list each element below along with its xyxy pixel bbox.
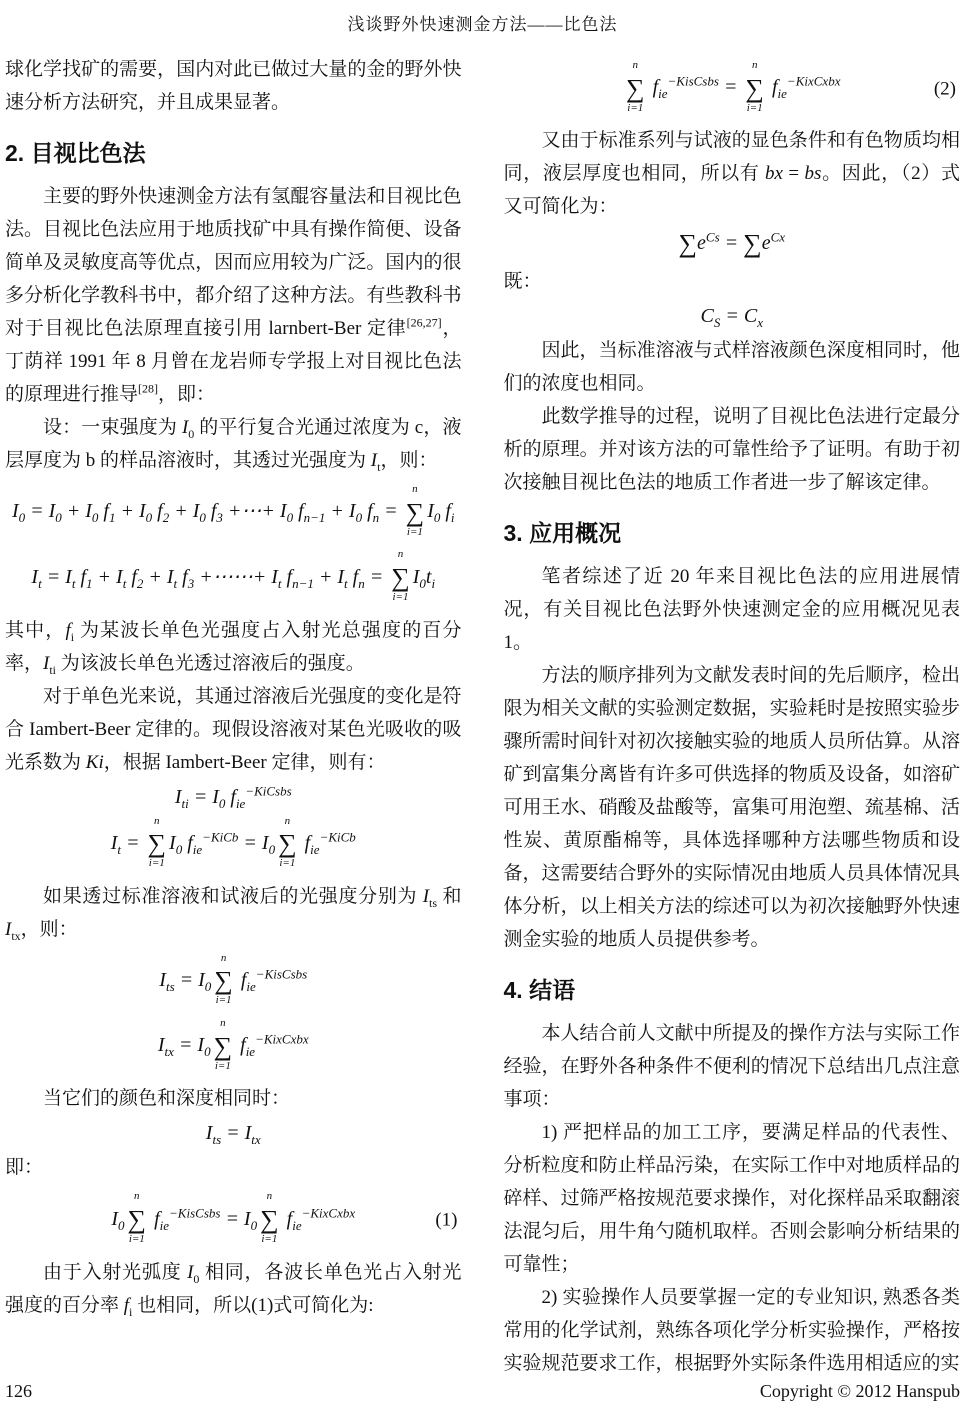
sum-symbol: n ∑ i=1 [391,548,410,603]
sum-symbol: ∑ [626,73,645,103]
paragraph: 设：一束强度为 $I_0$ 的平行复合光通过浓度为 c，液层厚度为 b 的样品溶液时，其透过光强度为 $I_t$，则： [5,417,462,474]
sum-symbol: ∑ [260,1205,279,1235]
sum-symbol: n ∑ i=1 [213,1017,233,1072]
formula-math: $C_S = C_x$ [700,305,763,331]
sum-symbol: ∑ [213,1031,233,1061]
paragraph: 当它们的颜色和深度相同时： [43,1088,291,1110]
paragraph: 既： [503,271,542,293]
paragraph: 球化学找矿的需要，国内对此已做过大量的金的野外快速分析方法研究，并且成果显著。 [5,59,462,113]
sum-symbol: ∑ [278,829,297,859]
page-footer [5,1381,960,1402]
sum-symbol: n ∑ i=1 [147,814,167,870]
paragraph: 其中，$f_i$ 为某波长单色光强度占入射光总强度的百分率，$I_{ti}$ 为该波长单色光透过溶液后的强度。 [5,619,462,677]
formula-math: $I_0$ n ∑ i=1 $f_{ie}^{-KisCsbs} = I_0$ n ∑ i=1 $f_{ie}^{-KixCxbx}$ [111,1190,356,1246]
sum-symbol: ∑ [391,562,410,592]
formula [5,1190,462,1249]
left-column [5,53,462,1380]
formula [5,782,462,811]
formula [504,304,961,331]
sum-symbol: n ∑ i=1 [260,1190,279,1246]
paragraph: 笔者综述了近 20 年来目视比色法的应用进展情况，有关目视比色法野外快速测定金的应用概况见表 1。 [503,566,960,654]
formula [504,229,961,259]
formula [504,59,961,118]
sum-symbol: n ∑ i=1 [278,814,297,870]
sum-symbol: n ∑ i=1 [626,59,645,114]
formula-math: $I_{ti} = I_0$ $f_{ie}^{-KiCsbs}$ [174,782,292,811]
equation-number: (1) [435,1209,458,1231]
formula-math: $I_0 = I_0 + I_0$ $f_1 + I_0$ $f_2 + I_0$ $f_3$ +⋯+ $I_0$ $f_{n-1} + I_0$ $f_n$ = n ∑ i=1 $I_0$ $f_i$ [11,483,455,538]
paragraph: 方法的顺序排列为文献发表时间的先后顺序，检出限为相关文献的实验测定数据，实验耗时是按照实验步骤所需时间针对初次接触实验的地质人员所估算。从溶矿到富集分离皆有许多可供选择的物质及设备，如溶矿可用王水、硝酸及盐酸等，富集可用泡塑、巯基棉、活性炭、黄原酯棉等，具体选择哪种方法哪些物质和设备，这需要结合野外的实际情况由地质人员具体情况具体分析，以上相关方法的综述可以为初次接触野外快速测金实验的地质人员提供参考。 [503,665,960,951]
sum-symbol: n ∑ i=1 [745,59,764,114]
formula-math: $I_{ts} = I_{tx}$ [205,1122,261,1148]
formula [5,952,462,1011]
equation-number: (2) [933,78,956,100]
formula [5,548,462,607]
sum-symbol: n ∑ i=1 [127,1190,147,1246]
paragraph: 对于单色光来说，其通过溶液后光强度的变化是符合 Iambert-Beer 定律的。现假设溶液对某色光吸收的吸光系数为 Ki，根据 Iambert-Beer 定律，则有： [5,685,462,773]
sum-symbol: n ∑ i=1 [405,483,425,538]
paragraph: 又由于标准系列与试液的显色条件和有色物质均相同，液层厚度也相同，所以有 bx = bs。因此，（2）式又可简化为： [503,130,960,218]
formula-math: n ∑ i=1 $f_{ie}^{-KisCsbs}$ = n ∑ i=1 $f_{ie}^{-KixCxbx}$ [626,59,841,114]
sum-symbol: ∑ [214,966,233,996]
formula [5,1017,462,1076]
formula [5,483,462,542]
paragraph: 因此，当标准溶液与式样溶液颜色深度相同时，他们的浓度也相同。 [503,340,960,395]
paragraph: 即： [5,1157,44,1179]
formula [5,815,462,874]
paragraph: 主要的野外快速测金方法有氢醌容量法和目视比色法。目视比色法应用于地质找矿中具有操作简便、设备简单及灵敏度高等优点，因而应用较为广泛。国内的很多分析化学教科书中，都介绍了这种方法。有些教科书对于目视比色法原理直接引用 larnbert-Ber 定律[26,27]，丁荫祥 1991 年 8 月曾在龙岩师专学报上对目视比色法的原理进行推导[28]，即： [5,186,462,405]
sum-symbol: n ∑ i=1 [214,951,233,1007]
formula [5,1121,462,1148]
sum-symbol: ∑ [127,1205,147,1235]
page-title: 浅谈野外快速测金方法——比色法 [347,15,618,34]
formula-math: $I_t = I_t$ $f_1 + I_t$ $f_2 + I_t$ $f_3$ +⋯⋯+ $I_t$ $f_{n-1} + I_t$ $f_n$ = n ∑ i=1 $I_0t_i$ [31,548,436,603]
paragraph: 由于入射光弧度 $I_0$ 相同，各波长单色光占入射光强度的百分率 $f_i$ 也相同，所以(1)式可简化为: [5,1261,462,1319]
paragraph: 1) 严把样品的加工工序，要满足样品的代表性、分析粒度和防止样品污染，在实际工作中对地质样品的碎样、过筛严格按规范要求操作，对化探样品采取翻滚法混匀后，用牛角勺随机取样。否则会影响分析结果的可靠性； [503,1122,960,1276]
paragraph: 如果透过标准溶液和试液后的光强度分别为 $I_{ts}$ 和 $I_{tx}$，则： [5,885,462,943]
sum-symbol: ∑ [745,73,764,103]
two-column-layout [0,53,965,1380]
formula-math: $I_t$ = n ∑ i=1 $I_0$ $f_{ie}^{-KiCb} = I_0$ n ∑ i=1 $f_{ie}^{-KiCb}$ [110,814,356,870]
paragraph: 本人结合前人文献中所提及的操作方法与实际工作经验，在野外各种条件不便利的情况下总结出几点注意事项： [503,1023,960,1111]
section-heading: 3. 应用概况 [503,520,622,547]
formula-math: $I_{tx} = I_0$ n ∑ i=1 $f_{ie}^{-KixCxbx}$ [157,1017,309,1072]
sum-symbol: ∑ [405,497,425,527]
sum-symbol: ∑ [743,229,762,259]
right-column [504,53,961,1380]
formula-math: $\sum e^{Cs} = \sum e^{Cx}$ [678,229,786,259]
copyright-notice: Copyright © 2012 Hanspub [759,1381,960,1401]
formula-math: $I_{ts} = I_0$ n ∑ i=1 $f_{ie}^{-KisCsbs}$ [159,951,308,1007]
section-heading: 4. 结语 [503,977,576,1004]
sum-symbol: ∑ [678,229,698,259]
paragraph: 2) 实验操作人员要掌握一定的专业知识, 熟悉各类常用的化学试剂，熟练各项化学分析实验操作，严格按实验规范要求工作，根据野外实际条件选用相适应的实 [503,1287,960,1375]
sum-symbol: ∑ [147,829,167,859]
paragraph: 此数学推导的过程，说明了目视比色法进行定最分析的原理。并对该方法的可靠性给予了证明。有助于初次接触目视比色法的地质工作者进一步了解该定律。 [503,406,960,494]
section-heading: 2. 目视比色法 [5,140,146,166]
page-number: 126 [5,1381,32,1401]
